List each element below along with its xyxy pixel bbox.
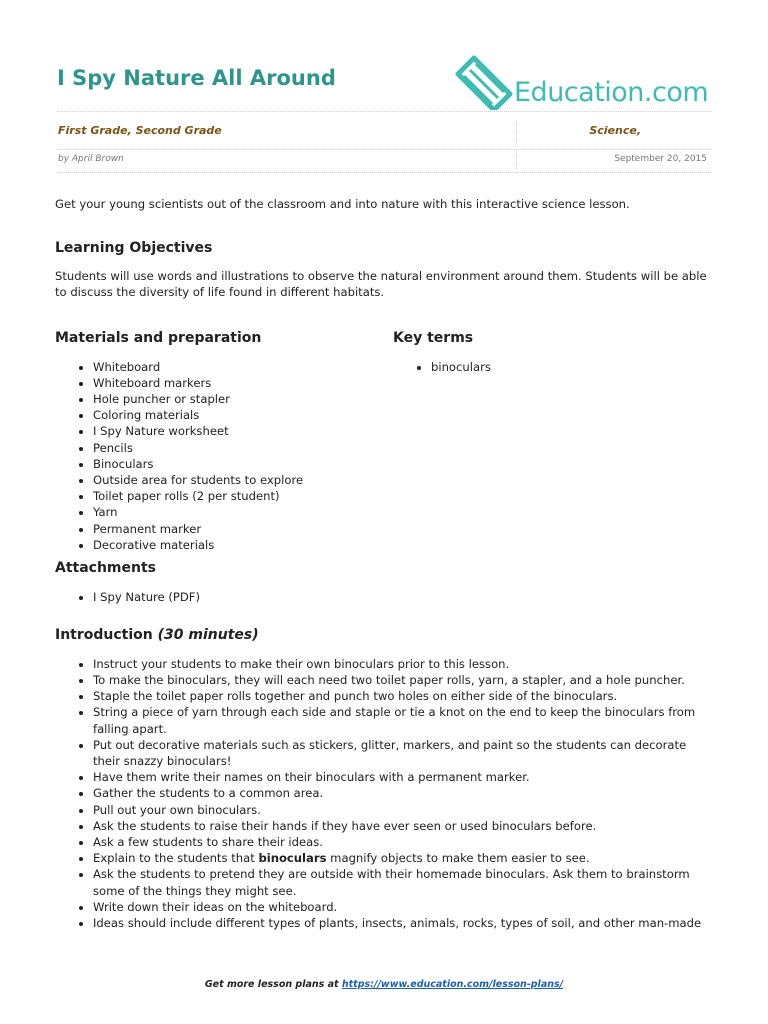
list-item: • Whiteboard markers — [93, 375, 385, 391]
list-item: • Instruct your students to make their own binoculars prior to this lesson. — [93, 656, 715, 672]
list-item: • Binoculars — [93, 456, 385, 472]
list-item: • Toilet paper rolls (2 per student) — [93, 488, 385, 504]
author: by April Brown — [58, 154, 124, 164]
logo-text: Education.com — [514, 77, 709, 108]
materials-heading: Materials and preparation — [55, 329, 262, 346]
list-item: • Decorative materials — [93, 537, 385, 553]
list-item: • Coloring materials — [93, 407, 385, 423]
list-item: • Staple the toilet paper rolls together and punch two holes on either side of the binoculars. — [93, 688, 715, 704]
list-item: • Have them write their names on their binoculars with a permanent marker. — [93, 769, 715, 785]
list-item: • Permanent marker — [93, 521, 385, 537]
divider — [516, 120, 517, 143]
list-item: • binoculars — [431, 359, 713, 375]
key-terms-list — [393, 359, 713, 375]
list-item: • Ask the students to raise their hands if they have ever seen or used binoculars before. — [93, 818, 715, 834]
pencil-icon — [454, 54, 514, 110]
list-item: • String a piece of yarn through each side and staple or tie a knot on the end to keep the binoculars from falling apart. — [93, 704, 715, 736]
page-title: I Spy Nature All Around — [57, 66, 336, 90]
materials-list — [55, 359, 385, 553]
list-item — [93, 850, 715, 866]
list-item: • Pencils — [93, 440, 385, 456]
lesson-plans-link[interactable]: https://www.education.com/lesson-plans/ — [341, 979, 564, 990]
list-item: • Whiteboard — [93, 359, 385, 375]
list-item: • I Spy Nature worksheet — [93, 423, 385, 439]
key-terms-heading: Key terms — [393, 329, 474, 346]
education-logo[interactable] — [454, 54, 714, 116]
footer-text: Get more lesson plans at — [204, 979, 342, 990]
list-item: • Pull out your own binoculars. — [93, 802, 715, 818]
introduction-list — [55, 656, 715, 931]
list-item: • Yarn — [93, 504, 385, 520]
list-item: • Write down their ideas on the whiteboard. — [93, 899, 715, 915]
explain-after: magnify objects to make them easier to see. — [326, 851, 590, 866]
key-term-bold: binoculars — [258, 851, 327, 866]
list-item: • Hole puncher or stapler — [93, 391, 385, 407]
list-item: • Ask the students to pretend they are outside with their homemade binoculars. Ask them to brainstorm some of the things they might see. — [93, 866, 715, 898]
attachments-list — [55, 589, 715, 605]
attachment-link[interactable]: • I Spy Nature (PDF) — [93, 589, 715, 605]
list-item: • Put out decorative materials such as stickers, glitter, markers, and paint so the students can decorate their snazzy binoculars! — [93, 737, 715, 769]
list-item: • To make the binoculars, they will each need two toilet paper rolls, yarn, a stapler, and a hole puncher. — [93, 672, 715, 688]
list-item: • Ask a few students to share their ideas. — [93, 834, 715, 850]
list-item: • Ideas should include different types of plants, insects, animals, rocks, types of soil, and other man-made — [93, 915, 715, 931]
subject: Science, — [589, 124, 641, 137]
attachments-heading: Attachments — [55, 559, 157, 576]
key-terms-section — [393, 330, 713, 375]
objectives-heading: Learning Objectives — [55, 239, 213, 256]
explain-before: Explain to the students that — [93, 851, 259, 866]
header-meta-row — [57, 111, 711, 150]
header-byline-row — [57, 148, 711, 173]
intro-text: Get your young scientists out of the classroom and into nature with this interactive science lesson. — [55, 197, 630, 211]
list-item: • Outside area for students to explore — [93, 472, 385, 488]
publish-date: September 20, 2015 — [614, 154, 707, 164]
introduction-duration: (30 minutes) — [157, 626, 259, 643]
divider — [516, 151, 517, 169]
materials-section — [55, 330, 385, 553]
introduction-heading — [55, 627, 715, 643]
grade-levels: First Grade, Second Grade — [58, 124, 222, 137]
objectives-text: Students will use words and illustrations to observe the natural environment around them. Students will be able to discuss the diversity of life found in different habitats. — [55, 268, 707, 299]
list-item: • Gather the students to a common area. — [93, 785, 715, 801]
footer — [0, 979, 768, 990]
lesson-content — [55, 196, 715, 931]
introduction-title: Introduction — [55, 626, 153, 643]
materials-and-terms — [55, 330, 715, 550]
